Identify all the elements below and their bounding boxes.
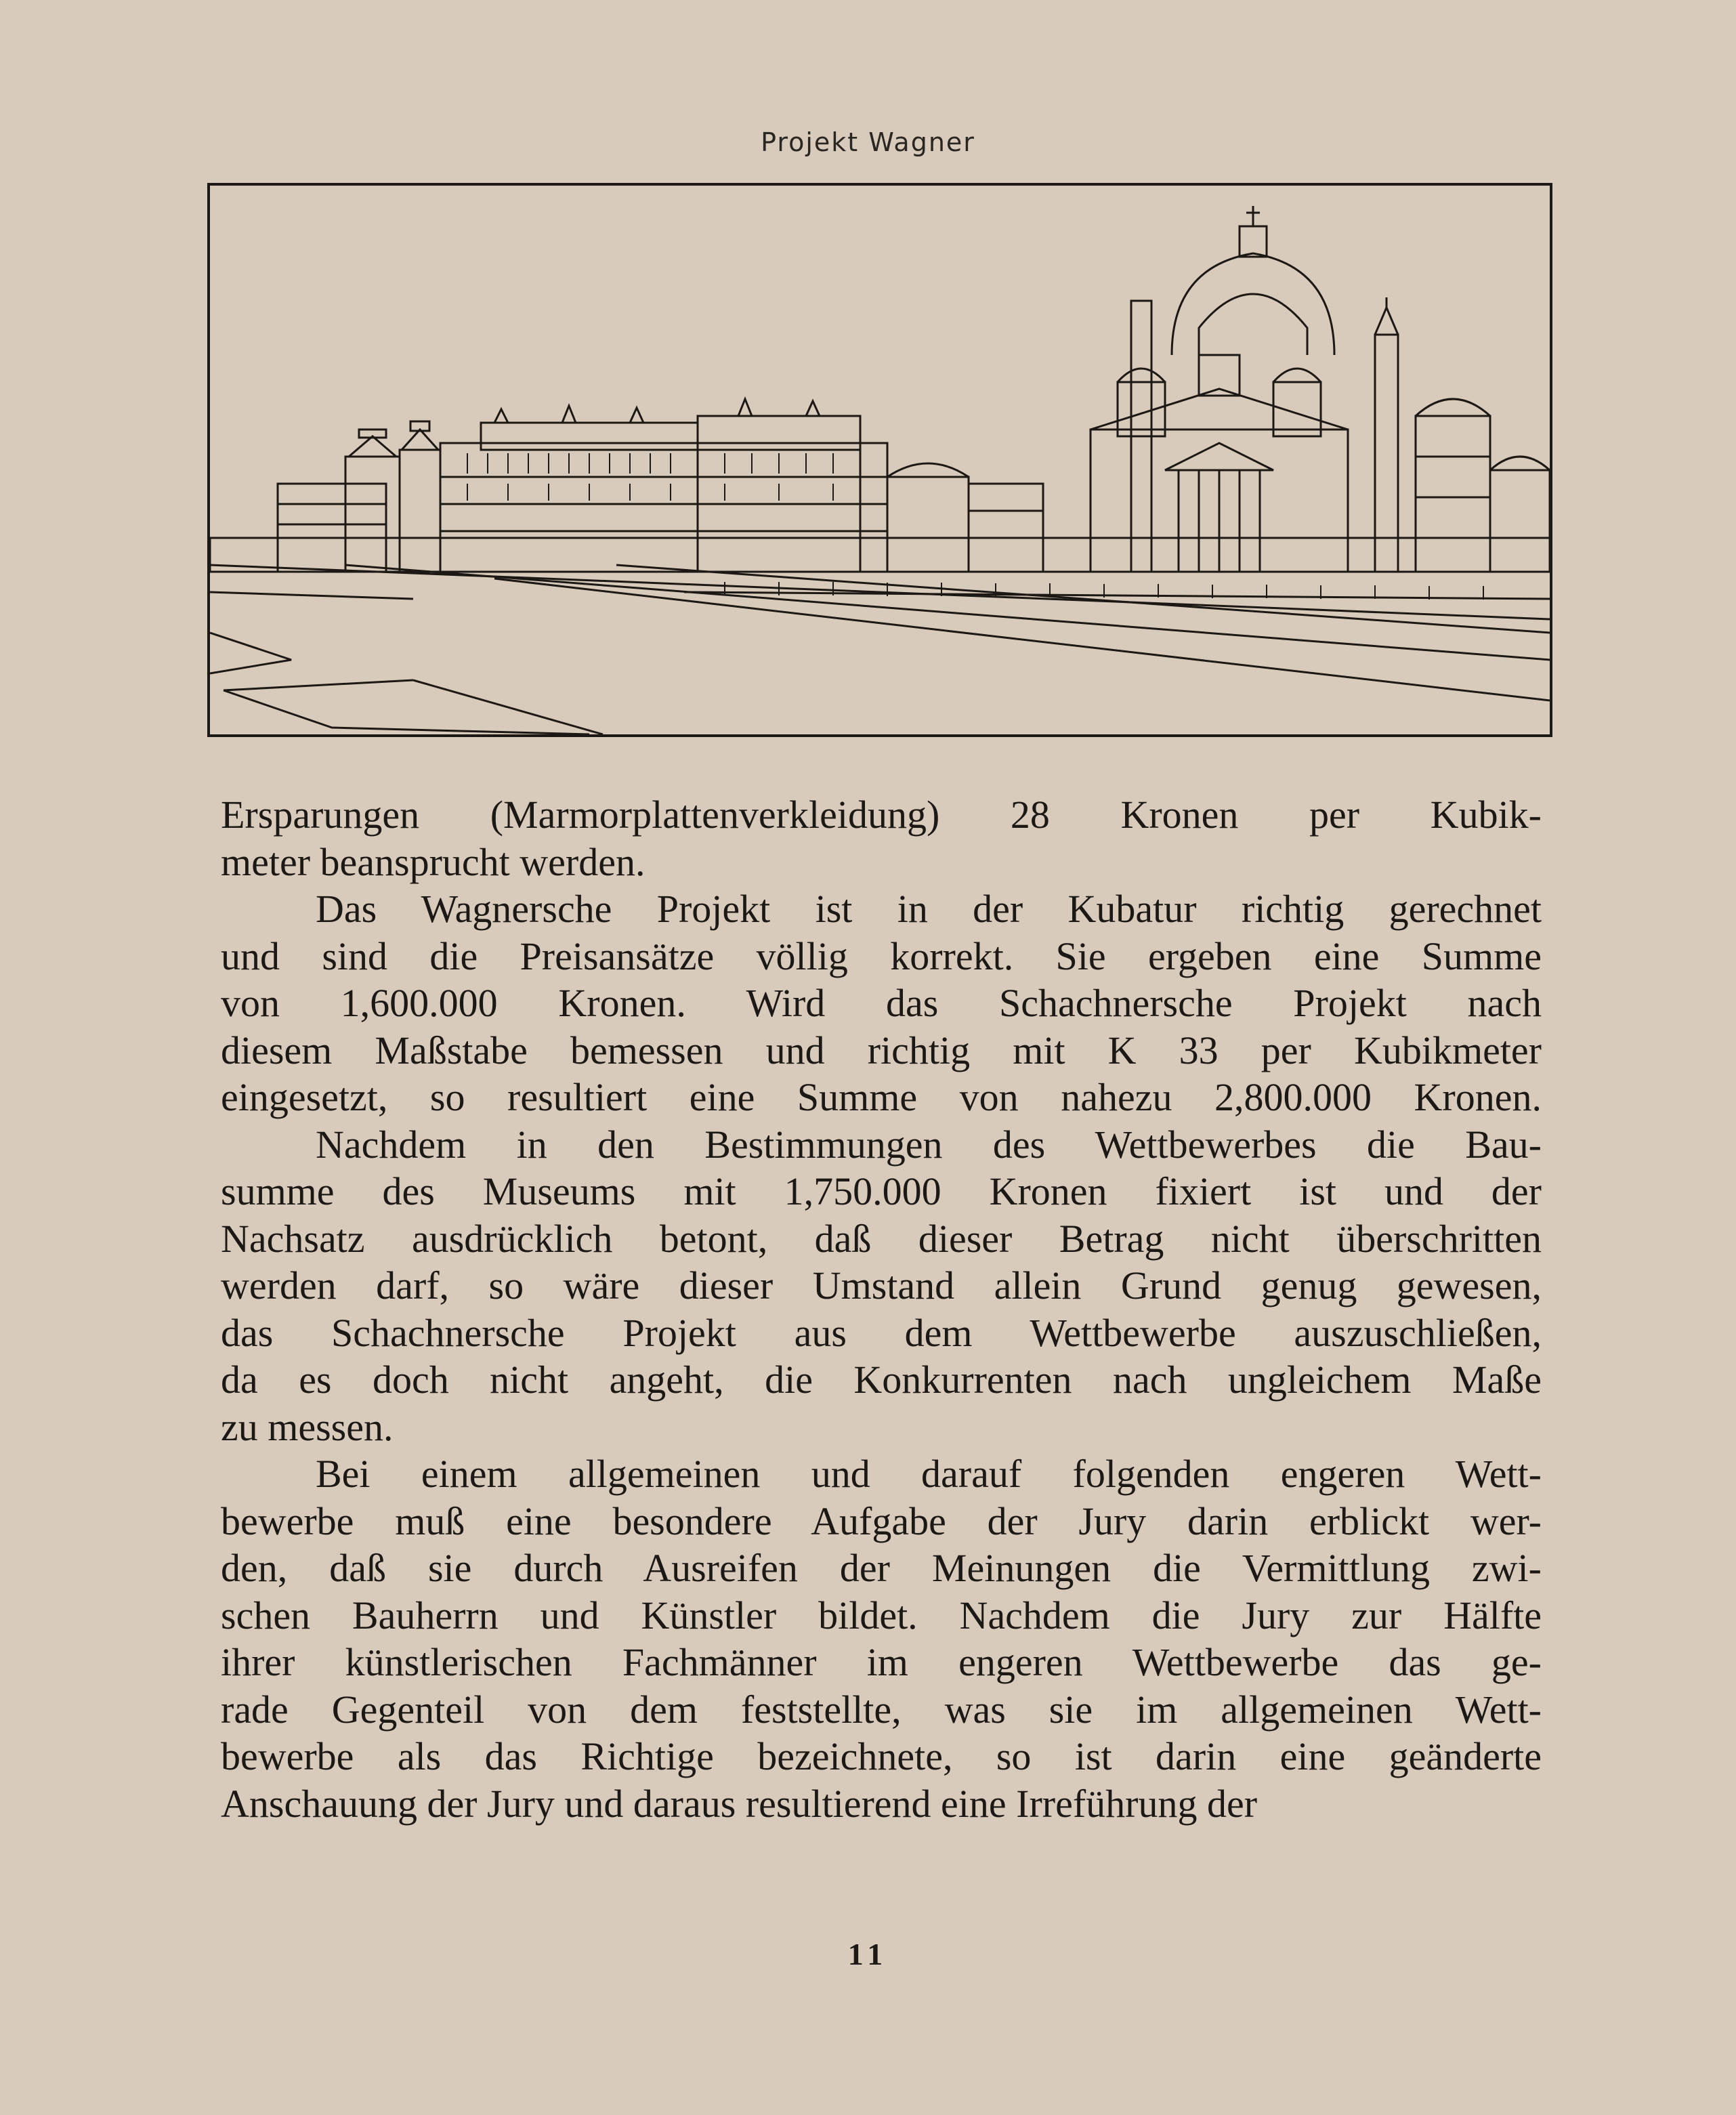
text-line — [221, 791, 1542, 839]
text-line-content: Nachdem in den Bestimmungen des Wettbewerbes die Bau- — [316, 1122, 1542, 1167]
text-line-content: schen Bauherrn und Künstler bildet. Nachdem die Jury zur Hälfte — [221, 1593, 1542, 1637]
text-line-content: ihrer künstlerischen Fachmänner im engeren Wettbewerbe das ge- — [221, 1640, 1542, 1684]
text-line-content: da es doch nicht angeht, die Konkurrenten nach ungleichem Maße — [221, 1358, 1542, 1402]
text-line-content: summe des Museums mit 1,750.000 Kronen fixiert ist und der — [221, 1169, 1542, 1213]
text-line — [221, 1262, 1542, 1310]
text-line — [221, 885, 1542, 933]
page-number: 11 — [847, 1937, 889, 1971]
text-line — [221, 1121, 1542, 1169]
text-line-content: werden darf, so wäre dieser Umstand allein Grund genug gewesen, — [221, 1263, 1542, 1307]
text-line — [221, 1356, 1542, 1404]
text-line — [221, 1639, 1542, 1686]
body-text — [221, 791, 1542, 1827]
text-line — [221, 980, 1542, 1027]
text-line — [221, 1168, 1542, 1215]
text-line-content: Das Wagnersche Projekt ist in der Kubatur richtig gerechnet — [316, 887, 1542, 931]
text-line — [221, 1074, 1542, 1121]
text-line-content: Bei einem allgemeinen und darauf folgenden engeren Wett- — [316, 1452, 1542, 1496]
text-line — [221, 1215, 1542, 1263]
text-line — [221, 1498, 1542, 1545]
text-line: meter beansprucht werden. — [221, 839, 645, 884]
text-line — [221, 1545, 1542, 1592]
text-line-content: von 1,600.000 Kronen. Wird das Schachnersche Projekt nach — [221, 981, 1542, 1025]
text-line — [221, 1450, 1542, 1498]
text-line-content: Ersparungen (Marmorplattenverkleidung) 28 Kronen per Kubik- — [221, 793, 1542, 837]
text-line: zu messen. — [221, 1404, 394, 1449]
text-line — [221, 1310, 1542, 1357]
text-line-content: bewerbe als das Richtige bezeichnete, so ist darin eine geänderte — [221, 1734, 1542, 1778]
text-line-content: und sind die Preisansätze völlig korrekt. Sie ergeben eine Summe — [221, 934, 1542, 978]
text-line-content: rade Gegenteil von dem feststellte, was sie im allgemeinen Wett- — [221, 1687, 1542, 1732]
text-line — [221, 1733, 1542, 1780]
text-line-content: Nachsatz ausdrücklich betont, daß dieser Betrag nicht überschritten — [221, 1216, 1542, 1261]
text-line-content: eingesetzt, so resultiert eine Summe von nahezu 2,800.000 Kronen. — [221, 1075, 1542, 1119]
running-header: Projekt Wagner — [761, 127, 975, 157]
text-line — [221, 1686, 1542, 1734]
text-line — [221, 1027, 1542, 1074]
text-line: Anschauung der Jury und daraus resultierend eine Irreführung der — [221, 1781, 1258, 1826]
text-line-content: den, daß sie durch Ausreifen der Meinungen die Vermittlung zwi- — [221, 1546, 1542, 1590]
text-line-content: bewerbe muß eine besondere Aufgabe der Jury darin erblickt wer- — [221, 1499, 1542, 1543]
architecture-illustration — [207, 183, 1552, 737]
text-line-content: diesem Maßstabe bemessen und richtig mit K 33 per Kubikmeter — [221, 1028, 1542, 1072]
text-line — [221, 1592, 1542, 1639]
text-line-content: das Schachnersche Projekt aus dem Wettbewerbe auszuschließen, — [221, 1310, 1542, 1355]
text-line — [221, 933, 1542, 980]
architecture-drawing-icon — [210, 186, 1550, 734]
